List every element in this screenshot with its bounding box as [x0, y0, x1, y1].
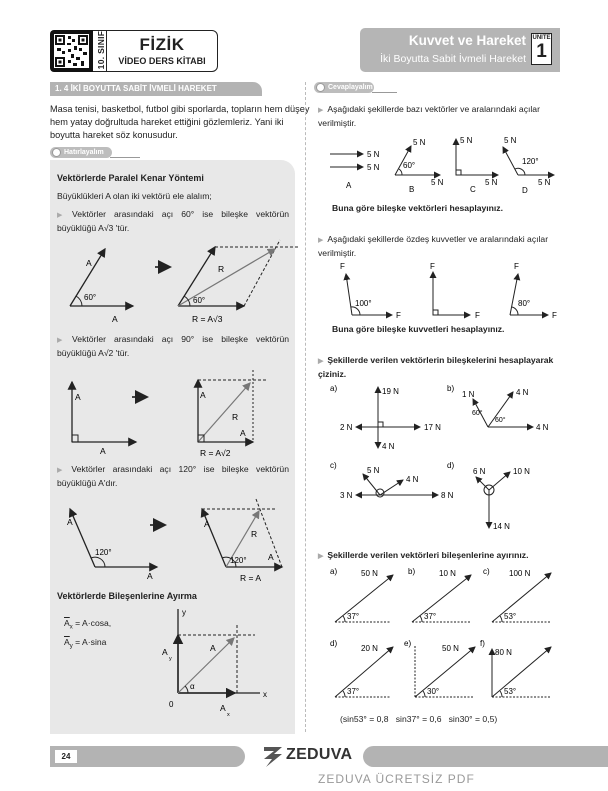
q3-text	[318, 354, 558, 380]
label-a-horiz: A	[100, 446, 106, 456]
figure-label: 4 N	[536, 423, 549, 432]
figure-label: 37°	[347, 687, 360, 696]
q4-label: Şekillerde verilen vektörleri bileşenlerine ayırınız.	[327, 550, 529, 560]
grade-text: 10. SINIF	[96, 30, 106, 70]
case-120-label: Vektörler arasındaki açı 120° ise bileşke vektörün büyüklüğü A'dır.	[57, 464, 289, 488]
figure-line	[264, 747, 282, 767]
figure-label: 2 N	[340, 423, 353, 432]
figure-line	[57, 48, 61, 51]
figure-label: a)	[330, 567, 338, 576]
ax-formula	[64, 617, 111, 634]
angle-label-2: 60°	[193, 296, 206, 305]
column-divider	[305, 82, 306, 732]
components-title: Vektörlerde Bileşenlerine Ayırma	[57, 591, 197, 601]
bullet-icon: ▶	[318, 553, 324, 560]
figure-line	[510, 274, 518, 315]
figure-line	[423, 691, 425, 697]
figure-label: 19 N	[382, 387, 399, 396]
bullet-icon: ▶	[57, 212, 69, 219]
figure-label: 53°	[504, 687, 517, 696]
a-label: A	[210, 643, 216, 653]
figure-label: F	[396, 311, 401, 320]
ay-label: A	[162, 647, 168, 657]
figure-label: 100 N	[509, 569, 531, 578]
q4-item-f	[480, 639, 551, 697]
figure-60-degrees	[50, 240, 300, 330]
label-a-120-2: A	[204, 519, 210, 529]
figure-line	[82, 39, 85, 42]
figure-line	[74, 46, 77, 50]
alpha-label: α	[190, 682, 195, 691]
recall-icon	[52, 148, 61, 157]
figure-line	[412, 575, 471, 622]
q4-item-c	[483, 567, 551, 622]
figure-line	[476, 477, 489, 490]
figure-label: 100°	[355, 299, 372, 308]
bullet-icon: ▶	[318, 358, 324, 365]
figure-label: 60°	[495, 417, 506, 424]
figure-label: 50 N	[442, 644, 459, 653]
label-a-120-h2: A	[268, 552, 274, 562]
label-a-horiz-2: A	[240, 428, 246, 438]
figure-line	[420, 616, 422, 622]
figure-line	[492, 573, 551, 622]
brand-name: ZEDUVA	[286, 746, 353, 763]
figure-line	[71, 54, 74, 58]
label-a-120-h: A	[147, 571, 153, 581]
figure-label: 1 N	[462, 390, 475, 399]
q4-item-e	[404, 639, 475, 697]
q2-figures	[330, 258, 560, 320]
unit-title: Kuvvet ve Hareket	[408, 33, 526, 48]
recall-tag-label: Hatırlayalım	[64, 149, 104, 156]
y-label: y	[182, 608, 186, 617]
section-title: 1. 4 İKİ BOYUTTA SABİT İVMELİ HAREKET	[50, 82, 262, 96]
figure-label: 53°	[504, 612, 517, 621]
ax-sub: x	[69, 624, 73, 631]
tag-underline	[110, 157, 140, 158]
figure-label: 20 N	[361, 644, 378, 653]
figure-label: 80°	[518, 299, 531, 308]
figure-label: 120°	[522, 157, 539, 166]
figure-label: 37°	[424, 612, 437, 621]
case-120-text	[57, 463, 289, 489]
figure-label: 50 N	[361, 569, 378, 578]
angle-arc	[76, 296, 82, 306]
label-B: B	[409, 185, 415, 194]
x-label: x	[263, 690, 267, 699]
footer-left-bar	[50, 746, 245, 767]
result-60: R = A√3	[192, 314, 223, 324]
book-title: VİDEO DERS KİTABI	[118, 56, 206, 66]
label-a-vert-2: A	[200, 390, 206, 400]
figure-line	[343, 691, 345, 697]
figure-label: 4 N	[516, 388, 529, 397]
label-D: D	[522, 186, 528, 195]
figure-label: 8 N	[441, 491, 454, 500]
figure-label: 4 N	[382, 442, 395, 451]
figure-label: e)	[404, 639, 412, 648]
figure-label: F	[430, 262, 435, 271]
q4-item-b	[408, 567, 471, 622]
figure-line	[68, 60, 71, 63]
figure-line	[380, 480, 403, 495]
bullet-icon: ▶	[318, 107, 324, 114]
figure-line	[489, 472, 510, 490]
figure-line	[500, 691, 502, 697]
figure-line	[68, 49, 71, 52]
grade-label	[95, 31, 107, 71]
figure-line	[83, 52, 87, 55]
figure-line	[512, 307, 518, 315]
figure-line	[500, 616, 502, 622]
angle-120-2: 120°	[230, 556, 247, 565]
angle-label: 60°	[84, 293, 97, 302]
figure-line	[79, 48, 82, 51]
figure-label: F	[340, 262, 345, 271]
figure-line	[346, 274, 352, 315]
figure-line	[503, 147, 518, 175]
figure-label: 30°	[427, 687, 440, 696]
figure-line	[62, 51, 65, 54]
unit-subtitle: İki Boyutta Sabit İvmeli Hareket	[380, 53, 526, 65]
ay-sub: y	[69, 643, 73, 650]
qr-code-icon[interactable]	[50, 30, 93, 72]
label-A: A	[346, 181, 352, 190]
q4-item-a	[330, 567, 393, 622]
figure-line	[76, 57, 80, 60]
figure-label: b)	[408, 567, 416, 576]
label-a-vert: A	[75, 392, 81, 402]
q2-label: Aşağıdaki şekillerde özdeş kuvvetler ve aralarındaki açılar verilmiştir.	[318, 234, 549, 258]
result-90: R = A√2	[200, 448, 231, 458]
q4-item-d	[330, 639, 393, 697]
figure-line	[415, 647, 475, 697]
figure-label: 3 N	[340, 491, 353, 500]
figure-label: 6 N	[473, 467, 486, 476]
components-figure	[160, 605, 280, 720]
figure-label: c)	[483, 567, 490, 576]
case-90-text	[57, 333, 289, 359]
figure-label: 10 N	[513, 467, 530, 476]
label-r-120: R	[251, 529, 258, 539]
figure-label: 5 N	[413, 138, 426, 147]
figure-line	[351, 307, 360, 315]
figure-90-degrees	[50, 370, 300, 460]
trig-note: (sin53° = 0,8 sin37° = 0,6 sin30° = 0,5)	[340, 714, 498, 724]
figure-line	[67, 43, 71, 45]
label-a2: A	[112, 314, 118, 324]
figure-line	[59, 61, 62, 64]
figure-label: 14 N	[493, 522, 510, 531]
figure-label: F	[552, 311, 557, 320]
q4-text	[318, 549, 558, 563]
case-90-label: Vektörler arasındaki açı 90° ise bileşke vektörün büyüklüğü A√2 'tür.	[57, 334, 290, 358]
label-r-90: R	[232, 412, 239, 422]
page-number: 24	[55, 750, 77, 763]
q3-label: Şekillerde verilen vektörlerin bileşkelerini hesaplayarak çiziniz.	[318, 355, 554, 379]
q1-label: Aşağıdaki şekillerde bazı vektörler ve aralarındaki açılar verilmiştir.	[318, 104, 540, 128]
vector-a	[178, 638, 234, 693]
figure-label: 5 N	[538, 178, 551, 187]
figure-label: 5 N	[504, 136, 517, 145]
figure-line	[399, 169, 402, 175]
figure-label: 5 N	[460, 136, 473, 145]
figure-label: a)	[330, 384, 338, 393]
ax-label: A	[220, 703, 226, 713]
figure-label: 10 N	[439, 569, 456, 578]
figure-120-degrees	[50, 497, 300, 587]
answer-tag	[314, 82, 374, 93]
ay-text: = A·sina	[75, 637, 107, 647]
qr-code-graphic	[54, 34, 89, 68]
figure-line	[456, 170, 461, 175]
intro-paragraph: Masa tenisi, basketbol, futbol gibi sporlarda, topların hem düşey hem yatay doğrultuda hareket ettiğini gözlemleriz. Yani iki boyutta hareket söz konusudur.	[50, 104, 310, 140]
figure-line	[59, 39, 62, 42]
bullet-icon: ▶	[57, 337, 69, 344]
tag-underline-2	[372, 92, 397, 93]
figure-line	[378, 422, 383, 427]
figure-label: d)	[447, 461, 455, 470]
q2-text	[318, 233, 558, 259]
figure-line	[73, 63, 77, 66]
figure-line	[343, 616, 345, 622]
figure-label: 80 N	[495, 648, 512, 657]
figure-label: 17 N	[424, 423, 441, 432]
figure-line	[72, 39, 75, 42]
footer-right-bar	[363, 746, 608, 767]
ax-label-sub: x	[227, 712, 230, 718]
q1-figures	[320, 130, 560, 195]
q1-text	[318, 103, 558, 129]
figure-line	[363, 474, 380, 495]
ay-formula	[64, 636, 106, 653]
figure-line	[335, 575, 393, 622]
watermark: ZEDUVA ÜCRETSİZ PDF	[318, 772, 475, 786]
figure-label: c)	[330, 461, 337, 470]
label-a1: A	[86, 258, 92, 268]
answer-tag-label: Cevaplayalım	[328, 84, 373, 91]
figure-label: 60°	[472, 410, 483, 417]
unit-number: 1	[536, 41, 547, 62]
q3-figures	[325, 382, 565, 532]
label-C: C	[470, 185, 476, 194]
ay-symbol: $\overline{A}$	[64, 637, 70, 647]
label-a-120: A	[67, 517, 73, 527]
figure-line	[335, 647, 393, 697]
box-intro: Büyüklükleri A olan iki vektörü ele alalım;	[57, 191, 212, 201]
figure-label: 5 N	[367, 163, 380, 172]
figure-line	[81, 61, 84, 66]
figure-label: 5 N	[431, 178, 444, 187]
figure-line	[433, 310, 438, 315]
label-r: R	[218, 264, 225, 274]
unit-label: ÜNİTE	[532, 35, 551, 41]
figure-line	[68, 36, 71, 39]
figure-line	[185, 686, 188, 693]
bullet-icon: ▶	[318, 237, 324, 244]
case-60-text	[57, 208, 289, 234]
zeduva-logo-icon	[262, 745, 284, 769]
q2-question: Buna göre bileşke kuvvetleri hesaplayınız.	[332, 324, 505, 334]
origin-label: 0	[169, 700, 174, 709]
bullet-icon: ▶	[57, 467, 68, 474]
box-title: Vektörlerde Paralel Kenar Yöntemi	[57, 173, 204, 183]
figure-label: 5 N	[485, 178, 498, 187]
unit-badge	[531, 33, 552, 65]
figure-label: F	[514, 262, 519, 271]
figure-label: 4 N	[406, 475, 419, 484]
ay-label-sub: y	[169, 656, 172, 662]
figure-line	[72, 435, 78, 442]
figure-label: d)	[330, 639, 338, 648]
figure-label: 37°	[347, 612, 360, 621]
ax-text: = A·cosa,	[75, 618, 112, 628]
figure-label: b)	[447, 384, 455, 393]
figure-label: 60°	[403, 161, 416, 170]
figure-label: 5 N	[367, 150, 380, 159]
recall-tag	[50, 147, 112, 158]
subject-title: FİZİK	[139, 35, 185, 54]
case-60-label: Vektörler arasındaki açı 60° ise bileşke vektörün büyüklüğü A√3 'tür.	[57, 209, 290, 233]
ax-symbol: $\overline{A}$	[64, 618, 70, 628]
angle-120: 120°	[95, 548, 112, 557]
answer-icon	[316, 83, 325, 92]
q4-figures	[325, 563, 565, 703]
figure-label: F	[475, 311, 480, 320]
figure-label: f)	[480, 639, 485, 648]
figure-label: 5 N	[367, 466, 380, 475]
result-120: R = A	[240, 573, 262, 583]
q1-question: Buna göre bileşke vektörleri hesaplayınız.	[332, 203, 503, 213]
